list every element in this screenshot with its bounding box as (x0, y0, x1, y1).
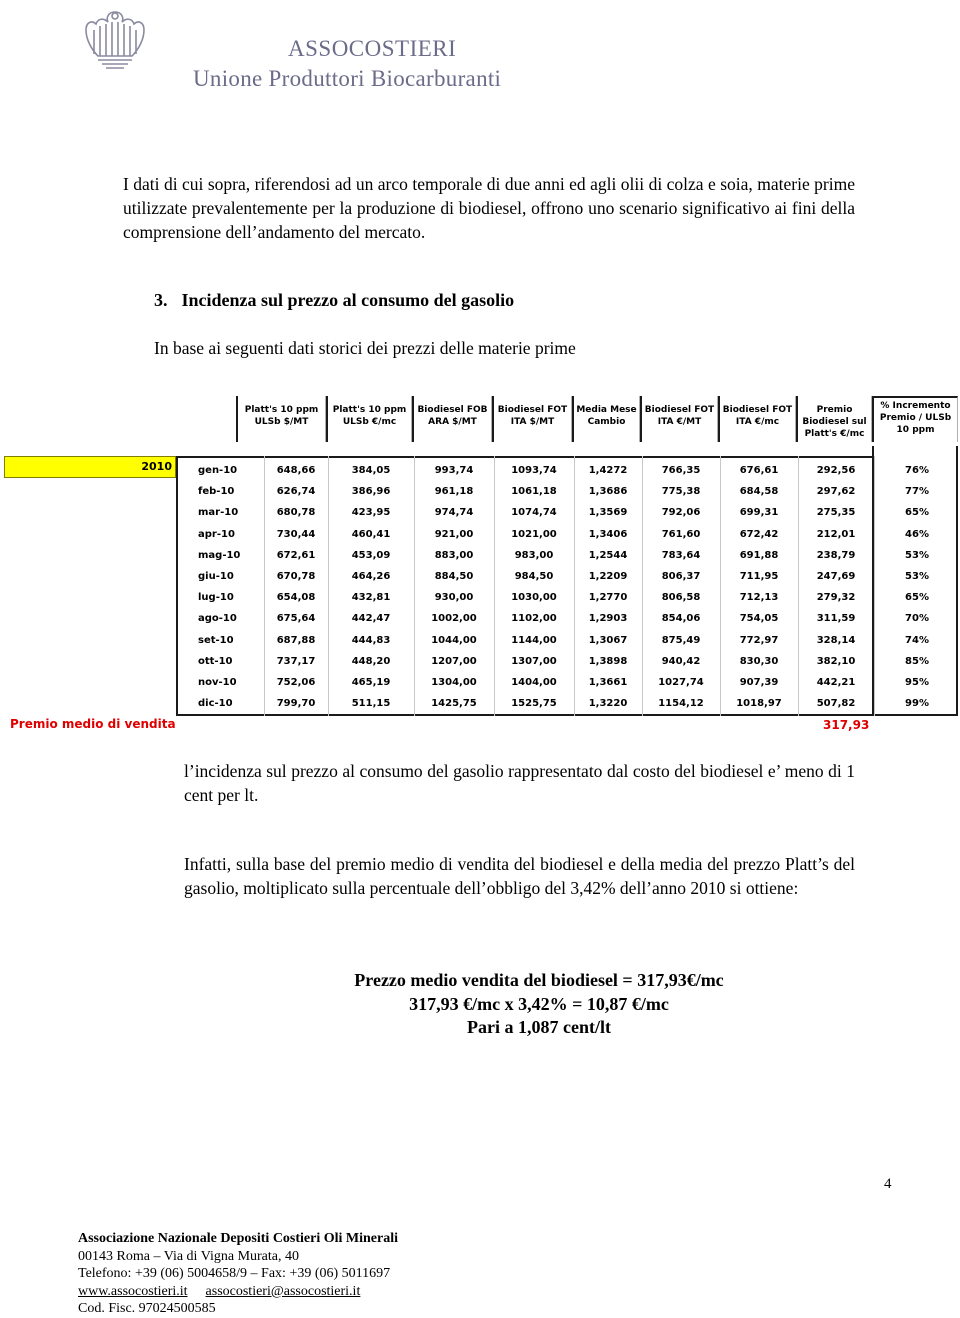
table-cell: 95% (905, 677, 929, 688)
table-cell: 676,61 (739, 465, 779, 476)
paragraph-calculation-intro: Infatti, sulla base del premio medio di vendita del biodiesel e della media del prezzo Platt’s del gasolio, moltiplicato sulla percentuale dell’obbligo del 3,42% dell’anno 2010 si ottiene: (184, 854, 855, 898)
table-cell: 297,62 (816, 486, 856, 498)
header-cell: Biodiesel FOB ARA $/MT (412, 396, 492, 442)
table-cell: 1,2209 (588, 571, 628, 582)
table-cell: 448,20 (351, 655, 391, 667)
row-month: ott-10 (198, 655, 233, 667)
table-cell: 1,4272 (588, 465, 628, 476)
table-cell: 1525,75 (511, 698, 557, 710)
table-cell: 465,19 (351, 677, 391, 688)
table-cell: 1018,97 (736, 698, 782, 710)
row-month: ago-10 (198, 613, 237, 625)
table-cell: 453,09 (351, 549, 391, 561)
grid-line (414, 456, 415, 716)
table-row (176, 460, 960, 481)
grid-line (874, 456, 875, 716)
calc-line-2: 317,93 €/mc x 3,42% = 10,87 €/mc (409, 993, 669, 1014)
footer-email-link[interactable]: assocostieri@assocostieri.it (205, 1283, 361, 1299)
table-cell: 1425,75 (431, 698, 477, 710)
table-cell: 783,64 (661, 549, 701, 561)
table-cell: 875,49 (661, 634, 701, 646)
table-cell: 1,2903 (588, 613, 628, 625)
header-cell: % Incremento Premio / ULSb 10 ppm (872, 396, 958, 442)
calc-line-1: Prezzo medio vendita del biodiesel = 317,93€/mc (354, 970, 724, 990)
row-month: gen-10 (198, 465, 238, 476)
table-cell: 1,3898 (588, 655, 628, 667)
table-cell: 442,21 (816, 677, 856, 688)
table-cell: 76% (905, 465, 929, 476)
year-label: 2010 (4, 456, 176, 478)
table-cell: 687,88 (276, 634, 316, 646)
table-cell: 1,3406 (588, 528, 628, 540)
org-name: ASSOCOSTIERI (288, 36, 457, 61)
grid-line (574, 456, 575, 716)
table-row (176, 566, 960, 587)
table-cell: 511,15 (351, 698, 391, 710)
table-cell: 53% (905, 571, 929, 582)
paragraph-intro: I dati di cui sopra, riferendosi ad un arco temporale di due anni ed agli olii di colza e soia, materie prime utilizzate prevalentemente per la produzione di biodiesel, offrono uno scenario significativo ai fini della comprensione dell’andamento del mercato. (123, 174, 855, 242)
table-cell: 761,60 (661, 528, 701, 540)
table-cell: 212,01 (816, 528, 856, 540)
table-cell: 1,2770 (588, 592, 628, 604)
table-cell: 1093,74 (511, 465, 557, 476)
table-cell: 737,17 (276, 655, 316, 667)
table-cell: 460,41 (351, 528, 391, 540)
table-cell: 884,50 (434, 571, 474, 582)
table-cell: 442,47 (351, 613, 391, 625)
table-cell: 699,31 (739, 507, 779, 519)
table-row (176, 587, 960, 608)
table-cell: 940,42 (661, 655, 701, 667)
table-cell: 711,95 (739, 571, 779, 582)
table-cell: 238,79 (816, 549, 856, 561)
row-month: dic-10 (198, 698, 233, 710)
table-cell: 961,18 (434, 486, 474, 498)
table-cell: 654,08 (276, 592, 316, 604)
table-cell: 1030,00 (511, 592, 557, 604)
grid-line (642, 456, 643, 716)
footer-codfisc: Cod. Fisc. 97024500585 (78, 1301, 216, 1316)
table-cell: 1074,74 (511, 507, 557, 519)
table-cell: 984,50 (514, 571, 554, 582)
table-row (176, 693, 960, 714)
table-cell: 507,82 (816, 698, 856, 710)
price-table (0, 390, 960, 740)
row-month: lug-10 (198, 592, 234, 604)
table-cell: 730,44 (276, 528, 316, 540)
table-cell: 74% (905, 634, 929, 646)
table-cell: 930,00 (434, 592, 474, 604)
premio-label: Premio medio di vendita (10, 717, 176, 731)
footer-address: 00143 Roma – Via di Vigna Murata, 40 (78, 1248, 299, 1264)
table-cell: 907,39 (739, 677, 779, 688)
table-cell: 1002,00 (431, 613, 477, 625)
row-month: set-10 (198, 634, 234, 646)
table-cell: 675,64 (276, 613, 316, 625)
grid-line (494, 456, 495, 716)
table-row (176, 502, 960, 523)
table-intro-text: In base ai seguenti dati storici dei prezzi delle materie prime (154, 338, 576, 358)
table-cell: 432,81 (351, 592, 391, 604)
table-row (176, 608, 960, 629)
table-cell: 830,30 (739, 655, 779, 667)
table-cell: 766,35 (661, 465, 701, 476)
table-cell: 983,00 (514, 549, 554, 561)
header-cell: Biodiesel FOT ITA €/MT (640, 396, 718, 442)
table-cell: 684,58 (739, 486, 779, 498)
table-row (176, 672, 960, 693)
grid-line (328, 456, 329, 716)
table-cell: 77% (905, 486, 929, 498)
footer-org-name: Associazione Nazionale Depositi Costieri Oli Minerali (78, 1231, 399, 1246)
table-cell: 752,06 (276, 677, 316, 688)
table-cell: 672,42 (739, 528, 779, 540)
table-cell: 754,05 (739, 613, 779, 625)
table-cell: 328,14 (816, 634, 856, 646)
table-row (176, 524, 960, 545)
table-cell: 444,83 (351, 634, 391, 646)
table-cell: 1102,00 (511, 613, 557, 625)
table-cell: 423,95 (351, 507, 391, 519)
table-cell: 1,3569 (588, 507, 628, 519)
premio-value: 317,93 (823, 718, 870, 732)
header-cell: Premio Biodiesel sul Platt's €/mc (796, 396, 872, 442)
table-cell: 65% (905, 507, 929, 519)
header-cell: Platt's 10 ppm ULSb $/MT (236, 396, 326, 442)
header-cell: Biodiesel FOT ITA €/mc (718, 396, 796, 442)
table-header-row (236, 396, 958, 442)
header-cell: Biodiesel FOT ITA $/MT (492, 396, 572, 442)
section-title: Incidenza sul prezzo al consumo del gasolio (181, 290, 515, 310)
table-cell: 670,78 (276, 571, 316, 582)
table-cell: 279,32 (816, 592, 856, 604)
table-cell: 85% (905, 655, 929, 667)
org-subtitle: Unione Produttori Biocarburanti (193, 66, 502, 91)
calculation-block (0, 969, 960, 1040)
table-cell: 1044,00 (431, 634, 477, 646)
table-row (176, 481, 960, 502)
section-number: 3. (154, 290, 168, 310)
table-cell: 680,78 (276, 507, 316, 519)
table-cell: 1,3686 (588, 486, 628, 498)
table-cell: 775,38 (661, 486, 701, 498)
grid-line (720, 456, 721, 716)
table-cell: 1,3220 (588, 698, 628, 710)
table-cell: 974,74 (434, 507, 474, 519)
section-heading (154, 290, 514, 311)
table-cell: 806,37 (661, 571, 701, 582)
table-cell: 46% (905, 528, 929, 540)
table-row (176, 651, 960, 672)
table-row (176, 545, 960, 566)
table-cell: 854,06 (661, 613, 701, 625)
table-cell: 1207,00 (431, 655, 477, 667)
table-cell: 1,3661 (588, 677, 628, 688)
row-month: giu-10 (198, 571, 234, 582)
table-cell: 1154,12 (658, 698, 704, 710)
row-month: feb-10 (198, 486, 235, 498)
table-cell: 1,3067 (588, 634, 628, 646)
table-cell: 384,05 (351, 465, 391, 476)
assocostieri-logo-icon (80, 6, 150, 74)
header-cell: Media Mese Cambio (572, 396, 640, 442)
table-cell: 386,96 (351, 486, 391, 498)
table-cell: 1027,74 (658, 677, 704, 688)
table-cell: 993,74 (434, 465, 474, 476)
row-month: mag-10 (198, 549, 241, 561)
grid-line (264, 456, 265, 716)
table-cell: 712,13 (739, 592, 779, 604)
table-cell: 799,70 (276, 698, 316, 710)
table-cell: 691,88 (739, 549, 779, 561)
table-cell: 464,26 (351, 571, 391, 582)
table-cell: 99% (905, 698, 929, 710)
table-cell: 70% (905, 613, 929, 625)
grid-line (798, 456, 799, 716)
table-cell: 247,69 (816, 571, 856, 582)
table-cell: 53% (905, 549, 929, 561)
table-cell: 311,59 (816, 613, 856, 625)
table-cell: 772,97 (739, 634, 779, 646)
table-cell: 1061,18 (511, 486, 557, 498)
table-cell: 672,61 (276, 549, 316, 561)
table-cell: 1144,00 (511, 634, 557, 646)
row-month: apr-10 (198, 528, 235, 540)
table-cell: 806,58 (661, 592, 701, 604)
table-cell: 921,00 (434, 528, 474, 540)
table-cell: 626,74 (276, 486, 316, 498)
footer-web-link[interactable]: www.assocostieri.it (78, 1283, 188, 1299)
footer-phone: Telefono: +39 (06) 5004658/9 – Fax: +39 (06) 5011697 (78, 1266, 391, 1281)
page-number: 4 (884, 1176, 892, 1192)
table-cell: 1,2544 (588, 549, 628, 561)
row-month: mar-10 (198, 507, 239, 519)
table-cell: 648,66 (276, 465, 316, 476)
table-cell: 275,35 (816, 507, 856, 519)
table-cell: 1307,00 (511, 655, 557, 667)
paragraph-incidence: l’incidenza sul prezzo al consumo del gasolio rappresentato dal costo del biodiesel e’ meno di 1 cent per lt. (184, 761, 855, 805)
calc-line-3: Pari a 1,087 cent/lt (467, 1017, 611, 1037)
row-month: nov-10 (198, 677, 237, 688)
footer (78, 1230, 398, 1318)
table-cell: 1021,00 (511, 528, 557, 540)
table-cell: 1304,00 (431, 677, 477, 688)
table-cell: 883,00 (434, 549, 474, 561)
table-row (176, 630, 960, 651)
header-cell: Platt's 10 ppm ULSb €/mc (326, 396, 412, 442)
table-cell: 65% (905, 592, 929, 604)
table-cell: 382,10 (816, 655, 856, 667)
table-cell: 292,56 (816, 465, 856, 476)
table-cell: 792,06 (661, 507, 701, 519)
table-cell: 1404,00 (511, 677, 557, 688)
